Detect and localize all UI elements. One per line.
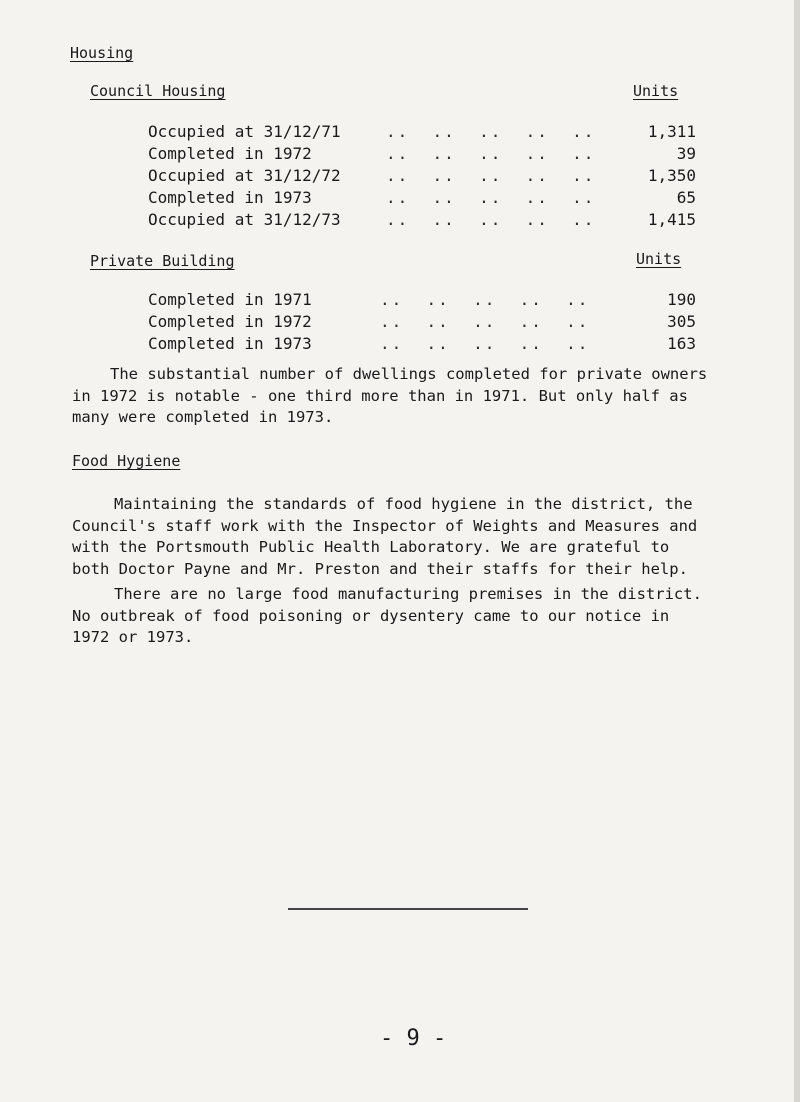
table-row xyxy=(148,312,696,332)
food-hygiene-paragraph-2: There are no large food manufacturing premises in the district. No outbreak of food poisoning or dysentery came to our notice in 1972 or 1973. xyxy=(72,585,702,646)
leader-dots: .. .. .. .. .. xyxy=(386,166,596,185)
row-label: Occupied at 31/12/71 xyxy=(148,122,341,141)
food-hygiene-paragraph-1: Maintaining the standards of food hygiene in the district, the Council's staff work with the Inspector of Weights and Measures and with the Portsmouth Public Health Laboratory. We are grateful to both Doctor Payne and Mr. Preston and their staffs for their help. xyxy=(72,495,698,578)
table-row xyxy=(148,188,696,208)
page-number: - 9 - xyxy=(380,1026,447,1051)
leader-dots: .. .. .. .. .. xyxy=(386,144,596,163)
section-title: Housing xyxy=(70,44,134,62)
table-row xyxy=(148,334,696,354)
row-value: 163 xyxy=(667,334,696,353)
food-hygiene-heading: Food Hygiene xyxy=(72,452,181,470)
leader-dots: .. .. .. .. .. xyxy=(380,334,590,353)
row-label: Occupied at 31/12/73 xyxy=(148,210,341,229)
row-value: 1,311 xyxy=(647,122,696,141)
row-value: 1,415 xyxy=(647,210,696,229)
row-label: Completed in 1972 xyxy=(148,312,312,331)
row-label: Completed in 1972 xyxy=(148,144,312,163)
divider-rule xyxy=(288,908,528,910)
table-row xyxy=(148,290,696,310)
private-building-note: The substantial number of dwellings completed for private owners in 1972 is notable - one third more than in 1971. But only half as many were completed in 1973. xyxy=(72,365,708,426)
row-label: Completed in 1973 xyxy=(148,334,312,353)
leader-dots: .. .. .. .. .. xyxy=(386,122,596,141)
table-row xyxy=(148,166,696,186)
row-value: 65 xyxy=(676,188,696,207)
table-row xyxy=(148,144,696,164)
leader-dots: .. .. .. .. .. xyxy=(380,290,590,309)
table-row xyxy=(148,210,696,230)
council-housing-heading: Council Housing xyxy=(90,82,226,100)
private-units-label: Units xyxy=(636,250,682,268)
page-edge-shadow xyxy=(794,0,800,1102)
leader-dots: .. .. .. .. .. xyxy=(386,210,596,229)
leader-dots: .. .. .. .. .. xyxy=(386,188,596,207)
leader-dots: .. .. .. .. .. xyxy=(380,312,590,331)
row-value: 305 xyxy=(667,312,696,331)
council-units-label: Units xyxy=(633,82,679,100)
private-building-heading: Private Building xyxy=(90,252,235,270)
row-label: Occupied at 31/12/72 xyxy=(148,166,341,185)
row-value: 39 xyxy=(676,144,696,163)
row-value: 1,350 xyxy=(647,166,696,185)
row-value: 190 xyxy=(667,290,696,309)
row-label: Completed in 1973 xyxy=(148,188,312,207)
table-row xyxy=(148,122,696,142)
row-label: Completed in 1971 xyxy=(148,290,312,309)
